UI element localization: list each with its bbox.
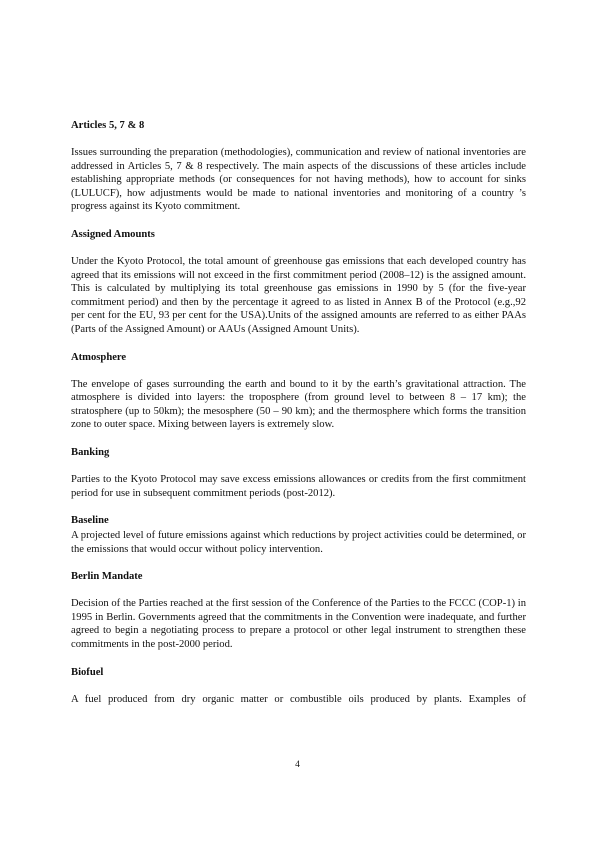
section-heading-assigned-amounts: Assigned Amounts: [71, 228, 155, 240]
section-body-berlin-mandate: Decision of the Parties reached at the first session of the Conference of the Parties to the FCCC (COP-1) in 1995 in Berlin. Governments agreed that the commitments in the Convention were inadequate, and further agreed to begin a negotiating process to prepare a protocol or other legal instrument to strengthen these commitments in the post-2000 period.: [71, 598, 526, 651]
section-body-baseline: A projected level of future emissions against which reductions by project activities could be determined, or the emissions that would occur without policy intervention.: [71, 530, 526, 555]
page-number: 4: [295, 760, 300, 770]
section-heading-berlin-mandate: Berlin Mandate: [71, 571, 143, 583]
section-heading-baseline: Baseline: [71, 515, 109, 527]
section-heading-banking: Banking: [71, 446, 110, 458]
section-heading-biofuel: Biofuel: [71, 666, 104, 678]
section-body-biofuel: A fuel produced from dry organic matter or combustible oils produced by plants. Examples of: [71, 693, 526, 705]
section-body-articles: Issues surrounding the preparation (methodologies), communication and review of national inventories are addressed in Articles 5, 7 & 8 respectively. The main aspects of the discussions of these articles include establishing appropriate methods (or consequences for not having methods), how to account for sinks (LULUCF), how adjustments would be made to national inventories and monitoring of a country ’s progress against its Kyoto commitment.: [71, 147, 526, 213]
section-heading-articles: Articles 5, 7 & 8: [71, 120, 145, 131]
section-body-atmosphere: The envelope of gases surrounding the earth and bound to it by the earth’s gravitational attraction. The atmosphere is divided into layers: the troposphere (from ground level to between 8 – 17 km); the stratosphere (up to 50km); the mesosphere (50 – 90 km); and the thermosphere which forms the transition zone to outer space. Mixing between layers is extremely slow.: [71, 378, 526, 431]
glossary-page: [71, 119, 526, 706]
section-body-banking: Parties to the Kyoto Protocol may save excess emissions allowances or credits from the first commitment period for use in subsequent commitment periods (post-2012).: [71, 473, 526, 499]
section-heading-atmosphere: Atmosphere: [71, 351, 127, 363]
section-body-assigned-amounts: Under the Kyoto Protocol, the total amount of greenhouse gas emissions that each developed country has agreed that its emissions will not exceed in the first commitment period (2008–12) is the assigned amount. This is calculated by multiplying its total greenhouse gas emissions in 1990 by 5 (for the five-year commitment period) and then by the percentage it agreed to as listed in Annex B of the Protocol (e.g.,92 per cent for the EU, 93 per cent for the USA).Units of the assigned amounts are referred to as either PAAs (Parts of the Assigned Amount) or AAUs (Assigned Amount Units).: [71, 255, 526, 335]
